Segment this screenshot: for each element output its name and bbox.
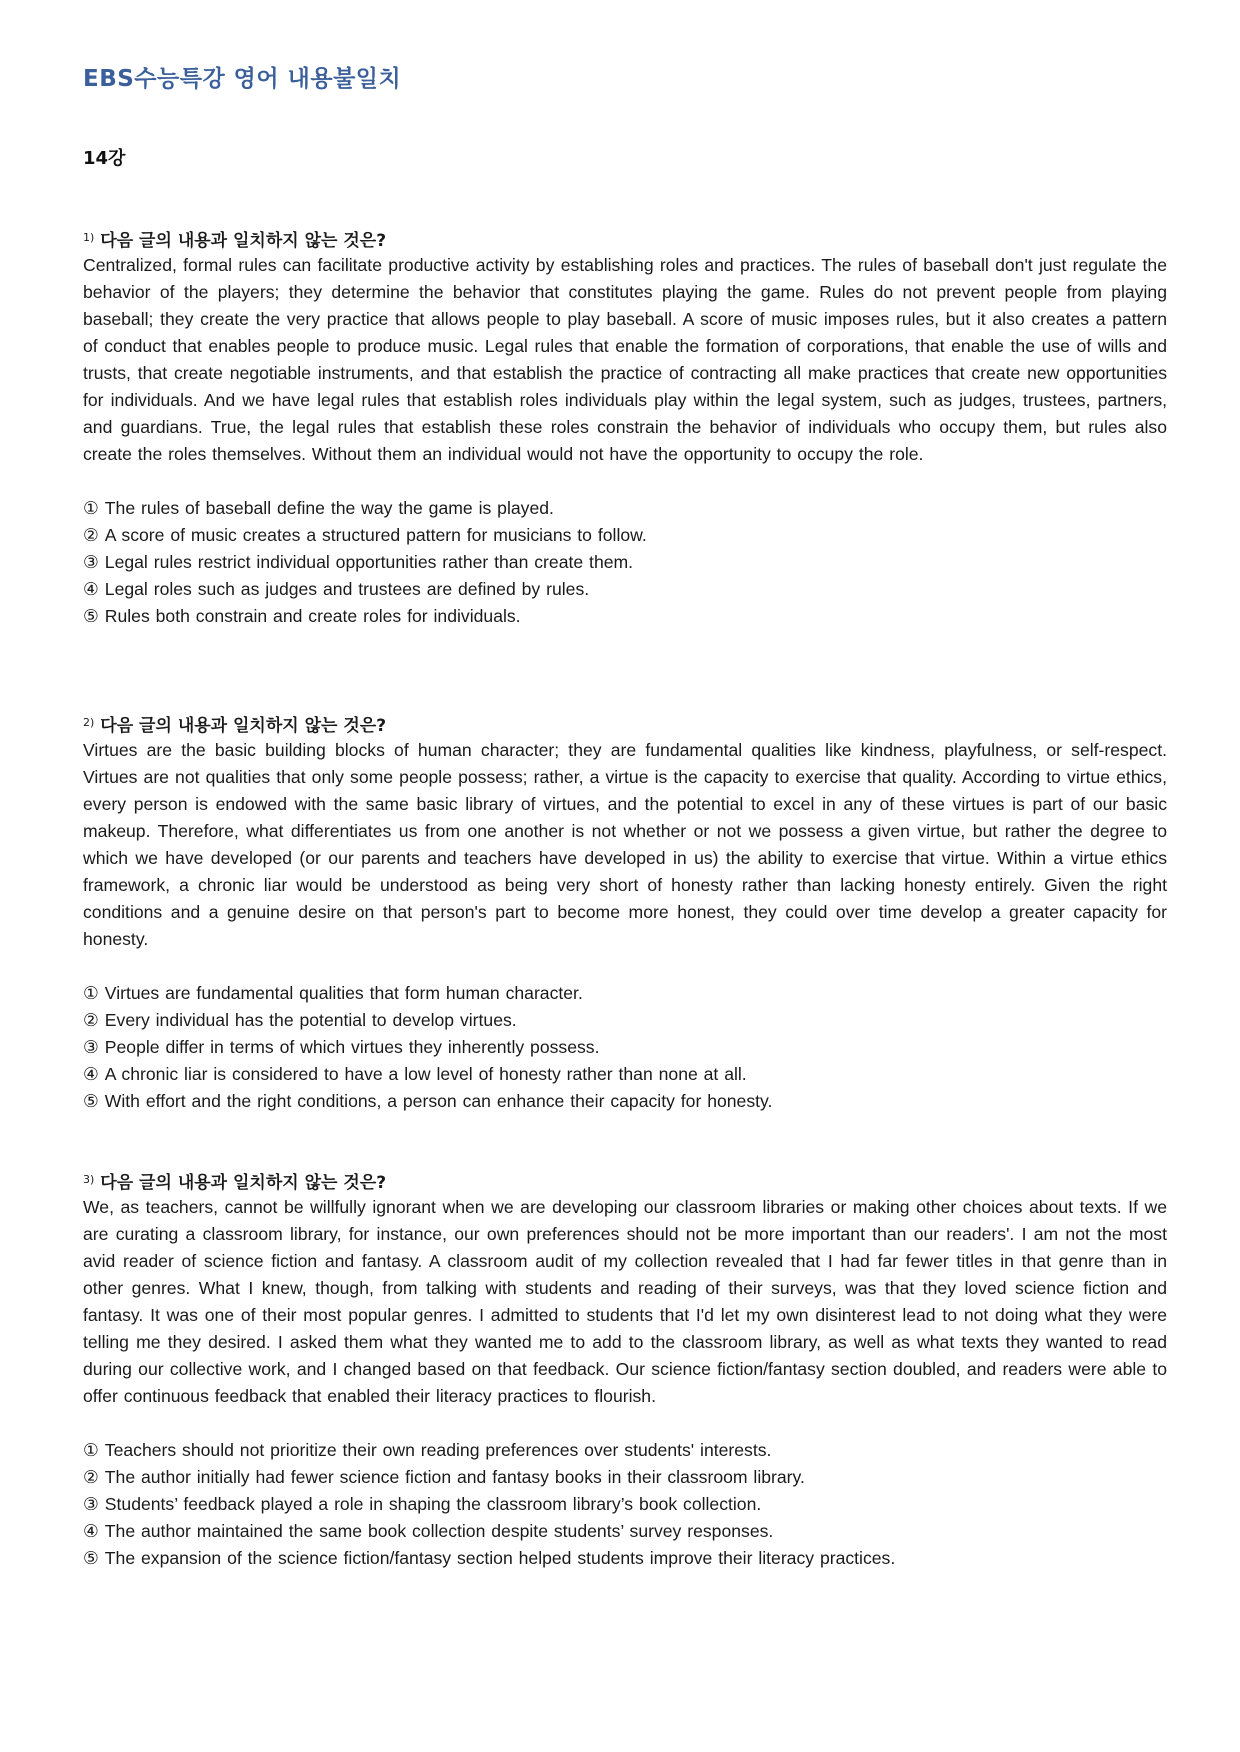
passage-text: Virtues are the basic building blocks of human character; they are fundamental qualities like kindness, playfulness, or self-respect. Virtues are not qualities that only some people possess; rather, a virtue is the capacity to exercise that quality. According to virtue ethics, every person is endowed with the same basic library of virtues, and the potential to excel in any of these virtues is part of our basic makeup. Therefore, what differentiates us from one another is not whether or not we possess a given virtue, but rather the degree to which we have developed (or our parents and teachers have developed in us) the ability to exercise that virtue. Within a virtue ethics framework, a chronic liar would be understood as being very short of honesty rather than lacking honesty entirely. Given the right conditions and a genuine desire on that person's part to become more honest, they could over time develop a greater capacity for honesty. — [83, 740, 1167, 949]
choice-text: Rules both constrain and create roles for individuals. — [104, 606, 521, 626]
choice-item[interactable] — [83, 1088, 1167, 1115]
choice-text: Legal roles such as judges and trustees are defined by rules. — [104, 579, 590, 599]
question-number: 2) — [83, 716, 95, 729]
choice-text: Students’ feedback played a role in shaping the classroom library’s book collection. — [104, 1494, 762, 1514]
choice-item[interactable] — [83, 549, 1167, 576]
choice-item[interactable] — [83, 522, 1167, 549]
question-header — [83, 225, 1167, 252]
question-prompt: 다음 글의 내용과 일치하지 않는 것은? — [100, 1173, 387, 1193]
choice-marker: ④ — [83, 1064, 99, 1084]
question-number: 3) — [83, 1173, 95, 1186]
choice-text: The expansion of the science fiction/fantasy section helped students improve their literacy practices. — [104, 1548, 896, 1568]
choice-marker: ⑤ — [83, 606, 99, 626]
choice-item[interactable] — [83, 1007, 1167, 1034]
choice-item[interactable] — [83, 1437, 1167, 1464]
question-number: 1) — [83, 231, 95, 244]
question-prompt: 다음 글의 내용과 일치하지 않는 것은? — [100, 231, 387, 251]
choice-marker: ③ — [83, 1494, 99, 1514]
choice-marker: ② — [83, 525, 99, 545]
choice-item[interactable] — [83, 1061, 1167, 1088]
choice-text: Every individual has the potential to develop virtues. — [104, 1010, 517, 1030]
choice-list — [83, 495, 1167, 630]
choice-item[interactable] — [83, 603, 1167, 630]
choice-list — [83, 1437, 1167, 1572]
choice-text: Teachers should not prioritize their own reading preferences over students' interests. — [104, 1440, 772, 1460]
question-1 — [83, 225, 1167, 630]
choice-text: The author maintained the same book collection despite students’ survey responses. — [104, 1521, 774, 1541]
choice-marker: ① — [83, 983, 99, 1003]
choice-text: Legal rules restrict individual opportunities rather than create them. — [104, 552, 634, 572]
choice-marker: ③ — [83, 552, 99, 572]
lesson-label: 14강 — [83, 148, 126, 169]
document-title: EBS수능특강 영어 내용불일치 — [83, 66, 402, 92]
choice-item[interactable] — [83, 1491, 1167, 1518]
choice-marker: ④ — [83, 579, 99, 599]
question-header — [83, 710, 1167, 737]
choice-marker: ⑤ — [83, 1091, 99, 1111]
choice-marker: ⑤ — [83, 1548, 99, 1568]
choice-item[interactable] — [83, 1545, 1167, 1572]
choice-item[interactable] — [83, 1518, 1167, 1545]
choice-text: A score of music creates a structured pattern for musicians to follow. — [104, 525, 647, 545]
choice-text: The rules of baseball define the way the game is played. — [104, 498, 554, 518]
passage-text: We, as teachers, cannot be willfully ignorant when we are developing our classroom libraries or making other choices about texts. If we are curating a classroom library, for instance, our own preferences should not be more important than our readers'. I am not the most avid reader of science fiction and fantasy. A classroom audit of my collection revealed that I had far fewer titles in that genre than in other genres. What I knew, though, from talking with students and reading of their surveys, was that they loved science fiction and fantasy. It was one of their most popular genres. I admitted to students that I'd let my own disinterest lead to not doing what they were telling me they desired. I asked them what they wanted me to add to the classroom library, as well as what texts they wanted to read during our collective work, and I changed based on that feedback. Our science fiction/fantasy section doubled, and readers were able to offer continuous feedback that enabled their literacy practices to flourish. — [83, 1197, 1167, 1406]
choice-text: Virtues are fundamental qualities that form human character. — [104, 983, 583, 1003]
choice-text: A chronic liar is considered to have a low level of honesty rather than none at all. — [104, 1064, 747, 1084]
choice-marker: ② — [83, 1010, 99, 1030]
choice-marker: ④ — [83, 1521, 99, 1541]
choice-marker: ② — [83, 1467, 99, 1487]
choice-item[interactable] — [83, 1034, 1167, 1061]
choice-marker: ① — [83, 498, 99, 518]
question-3 — [83, 1167, 1167, 1572]
choice-item[interactable] — [83, 576, 1167, 603]
choice-list — [83, 980, 1167, 1115]
question-2 — [83, 710, 1167, 1115]
choice-marker: ① — [83, 1440, 99, 1460]
question-prompt: 다음 글의 내용과 일치하지 않는 것은? — [100, 716, 387, 736]
choice-text: People differ in terms of which virtues they inherently possess. — [104, 1037, 600, 1057]
choice-item[interactable] — [83, 980, 1167, 1007]
choice-marker: ③ — [83, 1037, 99, 1057]
choice-text: With effort and the right conditions, a person can enhance their capacity for honesty. — [104, 1091, 773, 1111]
choice-text: The author initially had fewer science fiction and fantasy books in their classroom library. — [104, 1467, 805, 1487]
question-header — [83, 1167, 1167, 1194]
choice-item[interactable] — [83, 495, 1167, 522]
choice-item[interactable] — [83, 1464, 1167, 1491]
passage-text: Centralized, formal rules can facilitate productive activity by establishing roles and practices. The rules of baseball don't just regulate the behavior of the players; they determine the behavior that constitutes playing the game. Rules do not prevent people from playing baseball; they create the very practice that allows people to play baseball. A score of music imposes rules, but it also creates a pattern of conduct that enables people to produce music. Legal rules that enable the formation of corporations, that enable the use of wills and trusts, that create negotiable instruments, and that establish the practice of contracting all make practices that create new opportunities for individuals. And we have legal rules that establish roles individuals play within the legal system, such as judges, trustees, partners, and guardians. True, the legal rules that establish these roles constrain the behavior of individuals who occupy them, but rules also create the roles themselves. Without them an individual would not have the opportunity to occupy the role. — [83, 255, 1167, 464]
